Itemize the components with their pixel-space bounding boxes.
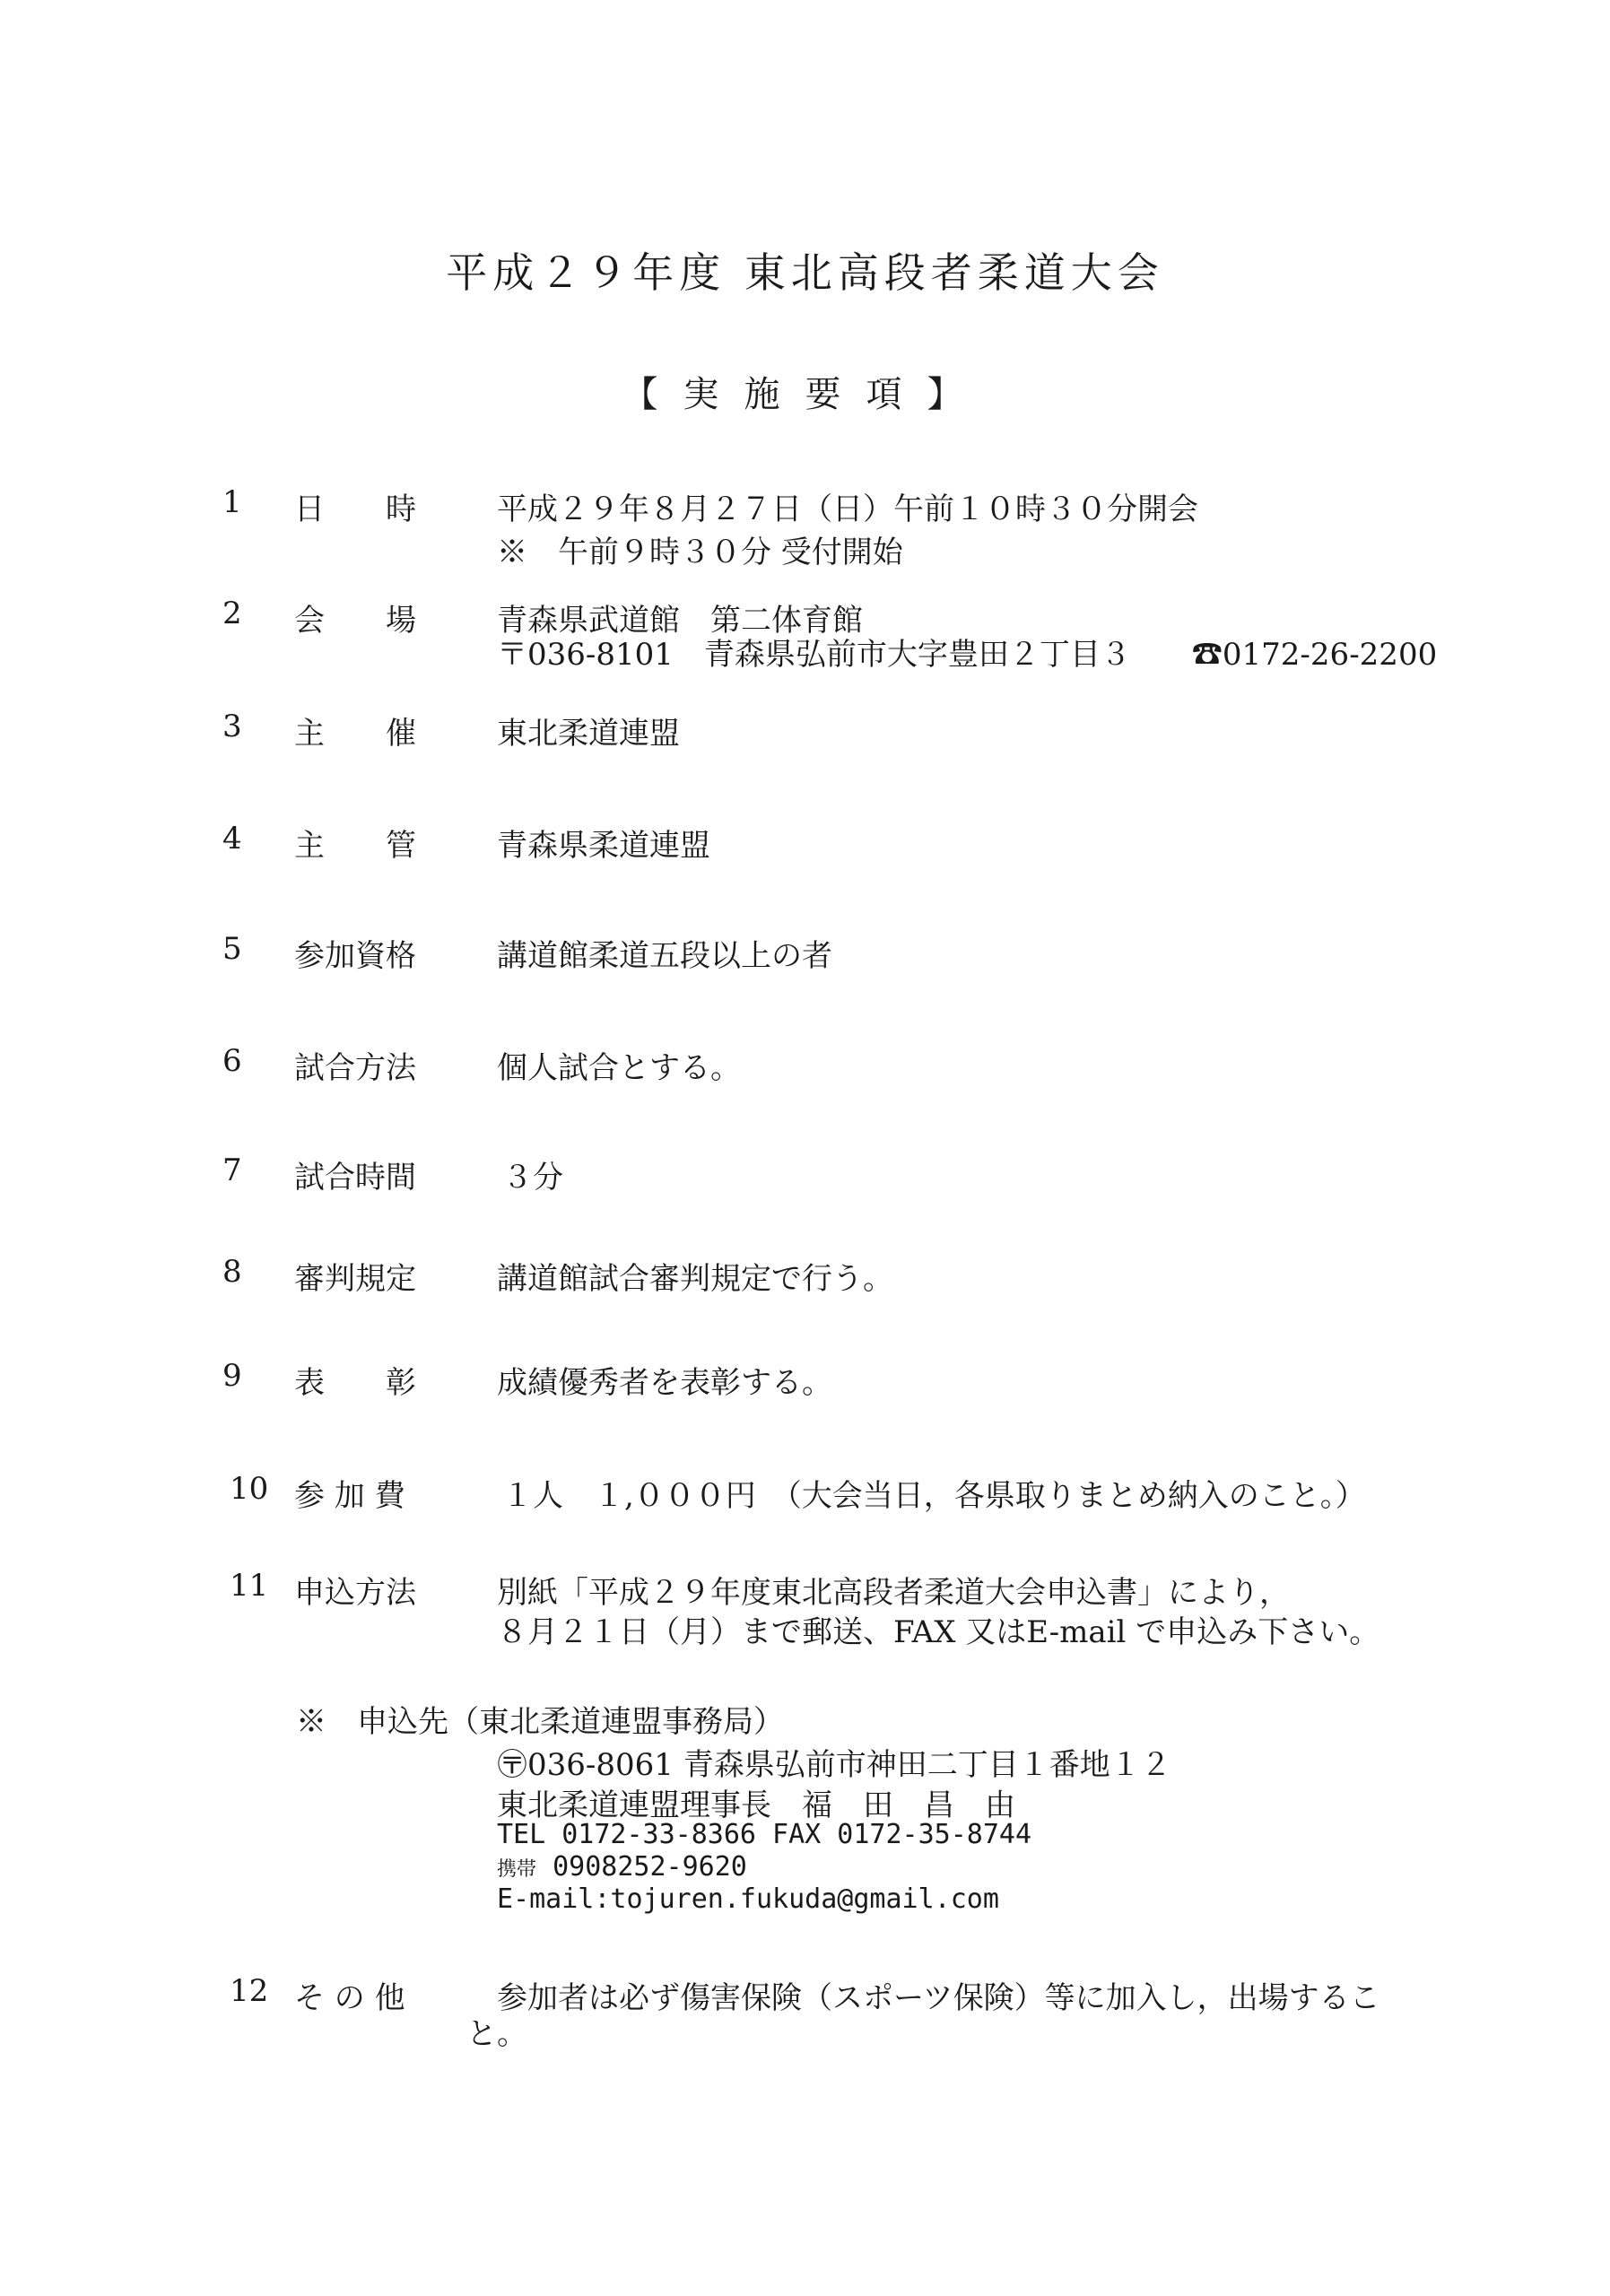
item-number: 8 (222, 1254, 242, 1290)
item-12 (0, 1973, 1610, 2018)
item-value: 東北柔道連盟 (497, 716, 680, 752)
item-value: 平成２９年８月２７日（日）午前１０時３０分開会 (497, 491, 1198, 527)
item-6 (0, 1043, 1610, 1088)
contact-person: 東北柔道連盟理事長 福 田 昌 由 (497, 1787, 1015, 1823)
item-label: 会 場 (294, 603, 416, 639)
item-number: 12 (230, 1973, 269, 2009)
item-1 (0, 484, 1610, 529)
item-number: 5 (222, 931, 242, 967)
item-label: 試合時間 (294, 1160, 416, 1196)
item-number: 7 (222, 1152, 242, 1188)
item-3 (0, 709, 1610, 753)
item-8 (0, 1254, 1610, 1299)
item-value: 個人試合とする。 (497, 1050, 741, 1086)
item-number: 10 (230, 1471, 269, 1507)
item-label: そ の 他 (294, 1980, 405, 2016)
item-label: 主 管 (294, 828, 416, 864)
item-label: 参加資格 (294, 938, 416, 974)
item-value: 別紙「平成２９年度東北高段者柔道大会申込書」により， (497, 1575, 1290, 1611)
contact-address: 〶036-8061 青森県弘前市神田二丁目１番地１２ (497, 1747, 1171, 1783)
mobile-label: 携帯 (497, 1858, 537, 1881)
document-title: 平成２９年度 東北高段者柔道大会 (446, 248, 1164, 297)
contact-heading: ※ 申込先（東北柔道連盟事務局） (296, 1704, 784, 1740)
item-value: 参加者は必ず傷害保険（スポーツ保険）等に加入し，出場するこ (497, 1980, 1380, 2016)
item-11 (0, 1568, 1610, 1613)
document-subtitle: 【実施要項】 (622, 374, 988, 415)
item-value: ３分 (502, 1160, 563, 1196)
item-10 (0, 1471, 1610, 1516)
item-5 (0, 931, 1610, 976)
mobile-number: 0908252-9620 (553, 1851, 747, 1883)
item-value: 青森県柔道連盟 (497, 828, 710, 864)
item-value: 講道館柔道五段以上の者 (497, 938, 832, 974)
item-value: 成績優秀者を表彰する。 (497, 1365, 832, 1401)
item-value: 青森県武道館 第二体育館 (497, 603, 863, 639)
item-2-address: 〒036-8101 青森県弘前市大字豊田２丁目３ ☎0172-26-2200 (497, 637, 1438, 673)
item-label: 主 催 (294, 716, 416, 752)
item-number: 4 (222, 821, 242, 857)
item-7 (0, 1152, 1610, 1197)
item-label: 表 彰 (294, 1365, 416, 1401)
item-1-note: ※ 午前９時３０分 受付開始 (497, 535, 903, 570)
item-label: 日 時 (294, 491, 416, 527)
item-number: 2 (222, 596, 242, 631)
contact-mobile (497, 1851, 747, 1883)
item-label: 試合方法 (294, 1050, 416, 1086)
item-number: 6 (222, 1043, 242, 1079)
item-value: 講道館試合審判規定で行う。 (497, 1261, 893, 1297)
item-number: 3 (222, 709, 242, 744)
item-number: 11 (230, 1568, 269, 1604)
contact-email: E-mail:tojuren.fukuda@gmail.com (497, 1883, 999, 1915)
item-number: 9 (222, 1358, 242, 1394)
item-number: 1 (222, 484, 242, 520)
item-label: 審判規定 (294, 1261, 416, 1297)
contact-tel-fax: TEL 0172-33-8366 FAX 0172-35-8744 (497, 1819, 1032, 1850)
item-9 (0, 1358, 1610, 1403)
item-11-deadline: ８月２１日（月）まで郵送、FAX 又はE-mail で申込み下さい。 (497, 1614, 1380, 1650)
item-value: １人 １,０００円 （大会当日，各県取りまとめ納入のこと。） (502, 1478, 1366, 1514)
item-4 (0, 821, 1610, 865)
item-label: 参 加 費 (294, 1478, 405, 1514)
item-label: 申込方法 (294, 1575, 416, 1611)
item-12-continuation: と。 (466, 2016, 527, 2052)
